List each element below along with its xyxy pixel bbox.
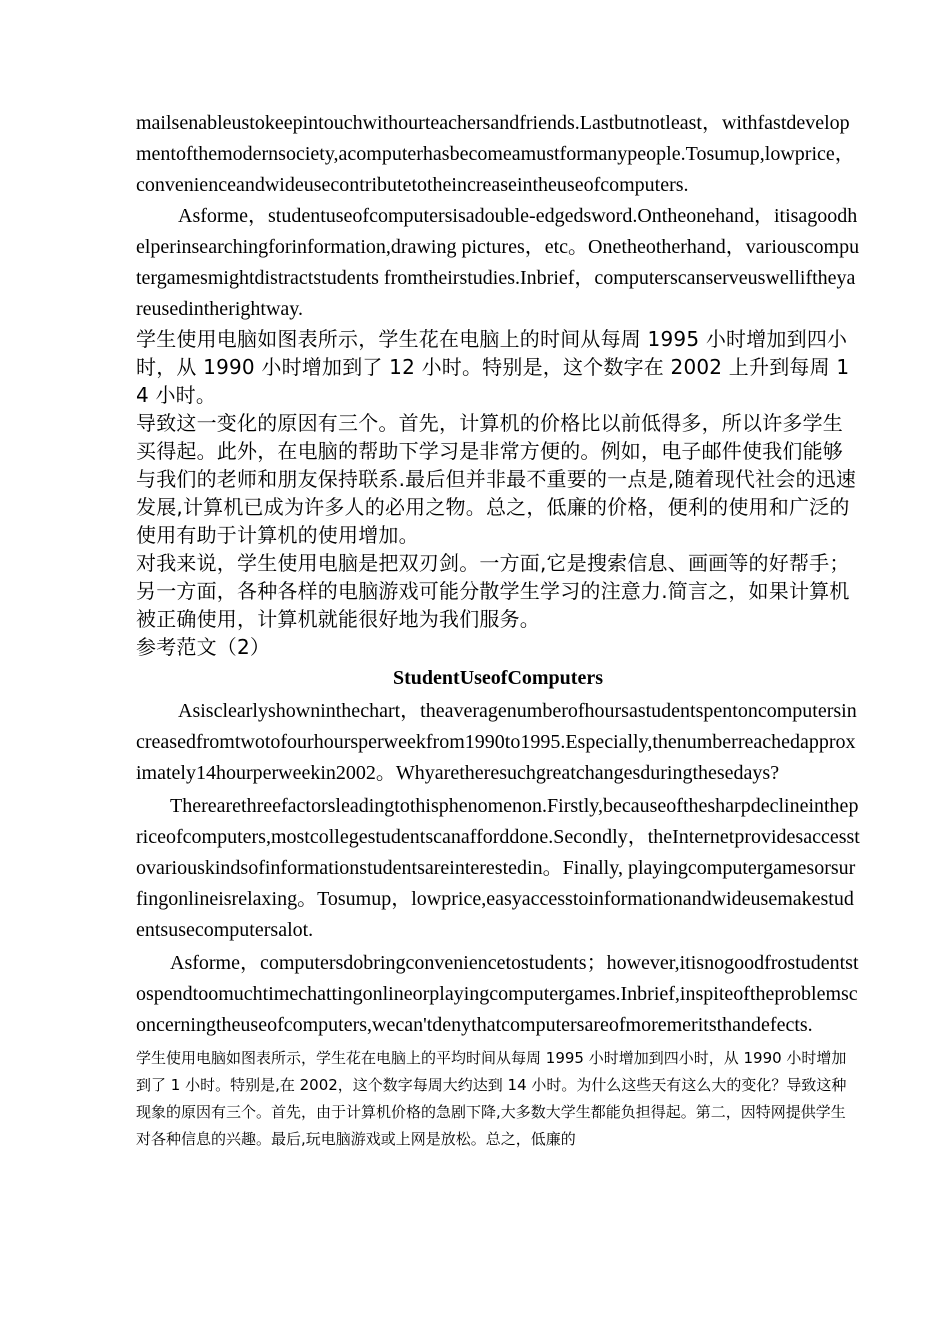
paragraph-english-conclusion-cont: mailsenableustokeepintouchwithourteachersandfriends.Lastbutnotleast，withfastdevelopmentofthemodernsociety,acomputerhasbecomeamustformanypeople.Tosumup,lowprice，convenienceandwideusecontributetotheincreaseintheuseofcomputers. bbox=[136, 112, 855, 196]
paragraph-chinese-translation-2: 导致这一变化的原因有三个。首先，计算机的价格比以前低得多，所以许多学生买得起。此外，在电脑的帮助下学习是非常方便的。例如，电子邮件使我们能够与我们的老师和朋友保持联系.最后但并非最不重要的一点是,随着现代社会的迅速发展,计算机已成为许多人的必用之物。总之，低廉的价格，便利的使用和广泛的使用有助于计算机的使用增加。 bbox=[136, 411, 857, 547]
paragraph-english-opinion: Asforme，studentuseofcomputersisadouble-edgedsword.Ontheonehand，itisagoodhelperinsearchingforinformation,drawing pictures，etc。Onetheotherhand，variouscomputergamesmightdistractstudents fromtheirstudies.Inbrief，computerscanserveuswelliftheyareusedintherightway. bbox=[136, 205, 860, 320]
essay-paragraph-2: Therearethreefactorsleadingtothisphenomenon.Firstly,becauseofthesharpdeclineinthepriceofcomputers,mostcollegestudentscanafforddone.Secondly，theInternetprovidesaccesstovariouskindsofinformationstudentsareinterestedin。Finally, playingcomputergamesorsurfingonlineisrelaxing。Tosumup，lowprice,easyaccesstoinformationandwideusemakestudentsusecomputersalot. bbox=[136, 795, 860, 941]
essay-paragraph-3: Asforme，computersdobringconveniencetostudents；however,itisnogoodfrostudentstospendtoomuchtimechattingonlineorplayingcomputergames.Inbrief,inspiteoftheproblemsconcerningtheuseofcomputers,wecan'tdenythatcomputersareofmoremeritsthandefects. bbox=[136, 952, 859, 1036]
essay-title: StudentUseofComputers bbox=[393, 667, 603, 689]
document-body bbox=[136, 108, 860, 1153]
essay-chinese-translation: 学生使用电脑如图表所示，学生花在电脑上的平均时间从每周 1995 小时增加到四小时，从 1990 小时增加到了 1 小时。特别是,在 2002，这个数字每周大约达到 14 小时。为什么这些天有这么大的变化？导致这种现象的原因有三个。首先，由于计算机价格的急剧下降,大多数大学生都能负担得起。第二，因特网提供学生对各种信息的兴趣。最后,玩电脑游戏或上网是放松。总之，低廉的 bbox=[136, 1049, 847, 1148]
paragraph-chinese-translation-1: 学生使用电脑如图表所示，学生花在电脑上的时间从每周 1995 小时增加到四小时，从 1990 小时增加到了 12 小时。特别是，这个数字在 2002 上升到每周 14 小时。 bbox=[136, 327, 850, 407]
paragraph-chinese-translation-3: 对我来说，学生使用电脑是把双刃剑。一方面,它是搜索信息、画画等的好帮手；另一方面，各种各样的电脑游戏可能分散学生学习的注意力.简言之，如果计算机被正确使用，计算机就能很好地为我们服务。 bbox=[136, 551, 850, 631]
essay-paragraph-1: Asisclearlyshowninthechart，theaveragenumberofhoursastudentspentoncomputersincreasedfromtwotofourhoursperweekfrom1990to1995.Especially,thenumberreachedapproximately14hourperweekin2002。Whyaretheresuchgreatchangesduringthesedays? bbox=[136, 700, 857, 784]
sample-essay-label: 参考范文（2） bbox=[136, 635, 271, 659]
